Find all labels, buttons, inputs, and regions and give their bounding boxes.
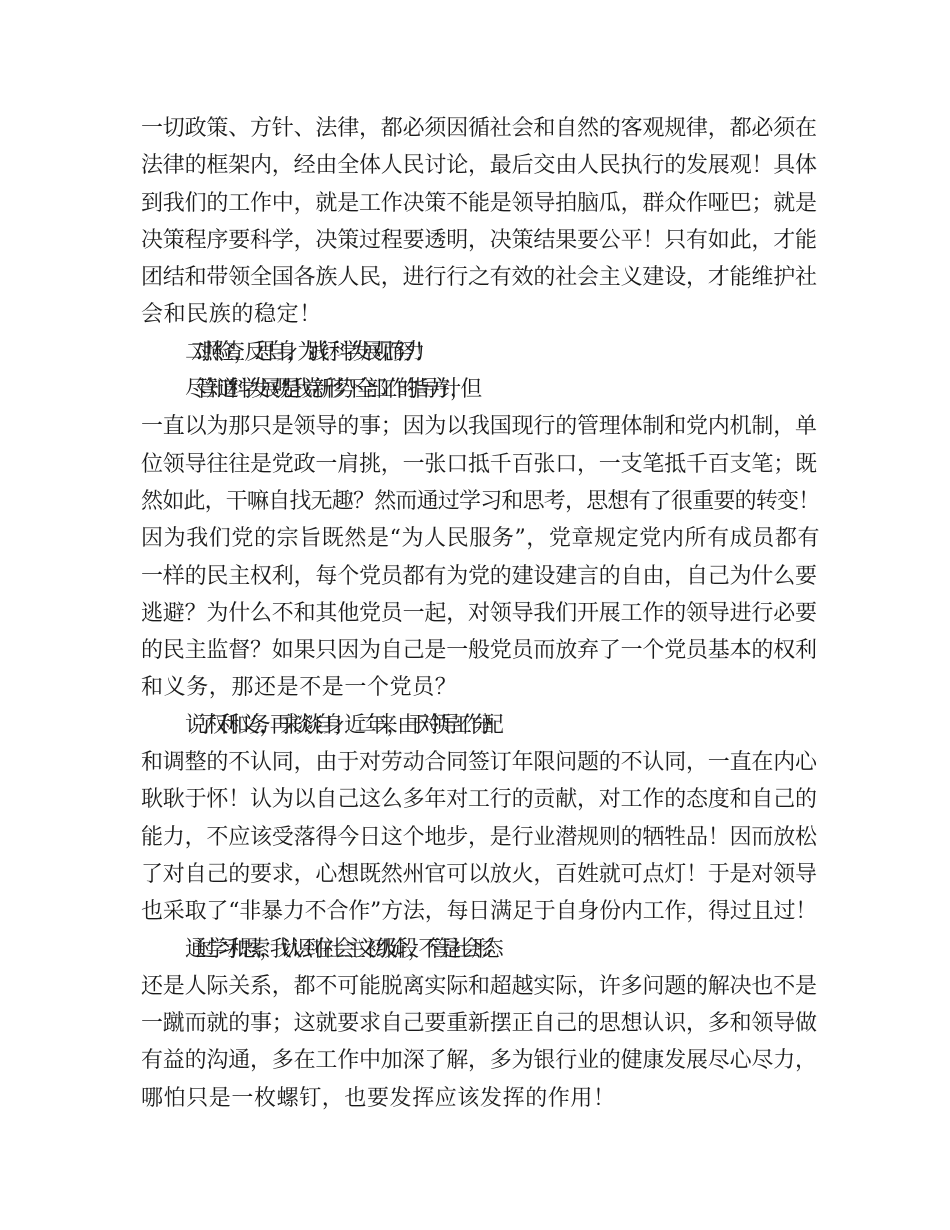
text-line: 因为我们党的宗旨既然是“为人民服务”，党章规定党内所有成员都有 (141, 526, 821, 552)
text-line: 还是人际关系，都不可能脱离实际和超越实际，许多问题的解决也不是 (141, 973, 817, 999)
text-line: 一直以为那只是领导的事；因为以我国现行的管理体制和党内机制，单 (141, 414, 817, 440)
text-line: 的民主监督？如果只因为自己是一般党员而放弃了一个党员基本的权利 (141, 638, 817, 664)
text-line: 说了权利和义务，再来谈谈自身；近二年来，由于对领导工作分配 (185, 712, 493, 738)
text-line: 也采取了“非暴力不合作”方法，每日满足于自身份内工作，得过且过！ (141, 899, 818, 925)
text-line: 尽管知道“科学发展观”是我党新形势下全部工作的指导方针，但 (185, 377, 471, 403)
text-line: 哪怕只是一枚螺钉，也要发挥应该发挥的作用！ (141, 1085, 616, 1111)
text-line: 一切政策、方针、法律，都必须因循社会和自然的客观规律，都必须在 (141, 116, 817, 141)
text-line: 和义务，那还是不是一个党员？ (141, 675, 458, 701)
text-line: 有益的沟通，多在工作中加深了解，多为银行业的健康发展尽心尽力， (141, 1048, 817, 1074)
document-body (141, 110, 821, 1117)
text-line: 位领导往往是党政一肩挑，一张口抵千百张口，一支笔抵千百支笔；既 (141, 451, 817, 477)
text-line: 耿耿于怀！认为以自己这么多年对工行的贡献，对工作的态度和自己的 (141, 787, 817, 813)
text-line: 到我们的工作中，就是工作决策不能是领导拍脑瓜，群众作哑巴；就是 (141, 190, 817, 216)
text-line: 通过学习和思索，我认识到在社会主义初级阶段，不管是社会形态 (185, 936, 493, 962)
text-line: 然如此，干嘛自找无趣？然而通过学习和思考，思想有了很重要的转变！ (141, 488, 820, 514)
text-line: 一蹴而就的事；这就要求自己要重新摆正自己的思想认识，多和领导做 (141, 1011, 817, 1037)
text-line: 能力，不应该受落得今日这个地步，是行业潜规则的牺牲品！因而放松 (141, 824, 817, 850)
text-line: 逃避？为什么不和其他党员一起，对领导我们开展工作的领导进行必要 (141, 600, 817, 626)
text-line: 团结和带领全国各族人民，进行行之有效的社会主义建设，才能维护社 (141, 265, 817, 291)
text-line: 法律的框架内，经由全体人民讨论，最后交由人民执行的发展观！具体 (141, 153, 817, 179)
text-line: 会和民族的稳定！ (141, 302, 322, 328)
text-line: 二.对照检查，反思自身，为践行科学发展观而努力！ (185, 339, 425, 365)
text-line: 决策程序要科学，决策过程要透明，决策结果要公平！只有如此，才能 (141, 227, 817, 253)
text-line: 了对自己的要求，心想既然州官可以放火，百姓就可点灯！于是对领导 (141, 861, 817, 887)
text-line: 和调整的不认同，由于对劳动合同签订年限问题的不认同，一直在内心 (141, 750, 817, 776)
text-line: 一样的民主权利，每个党员都有为党的建设建言的自由，自己为什么要 (141, 563, 817, 589)
